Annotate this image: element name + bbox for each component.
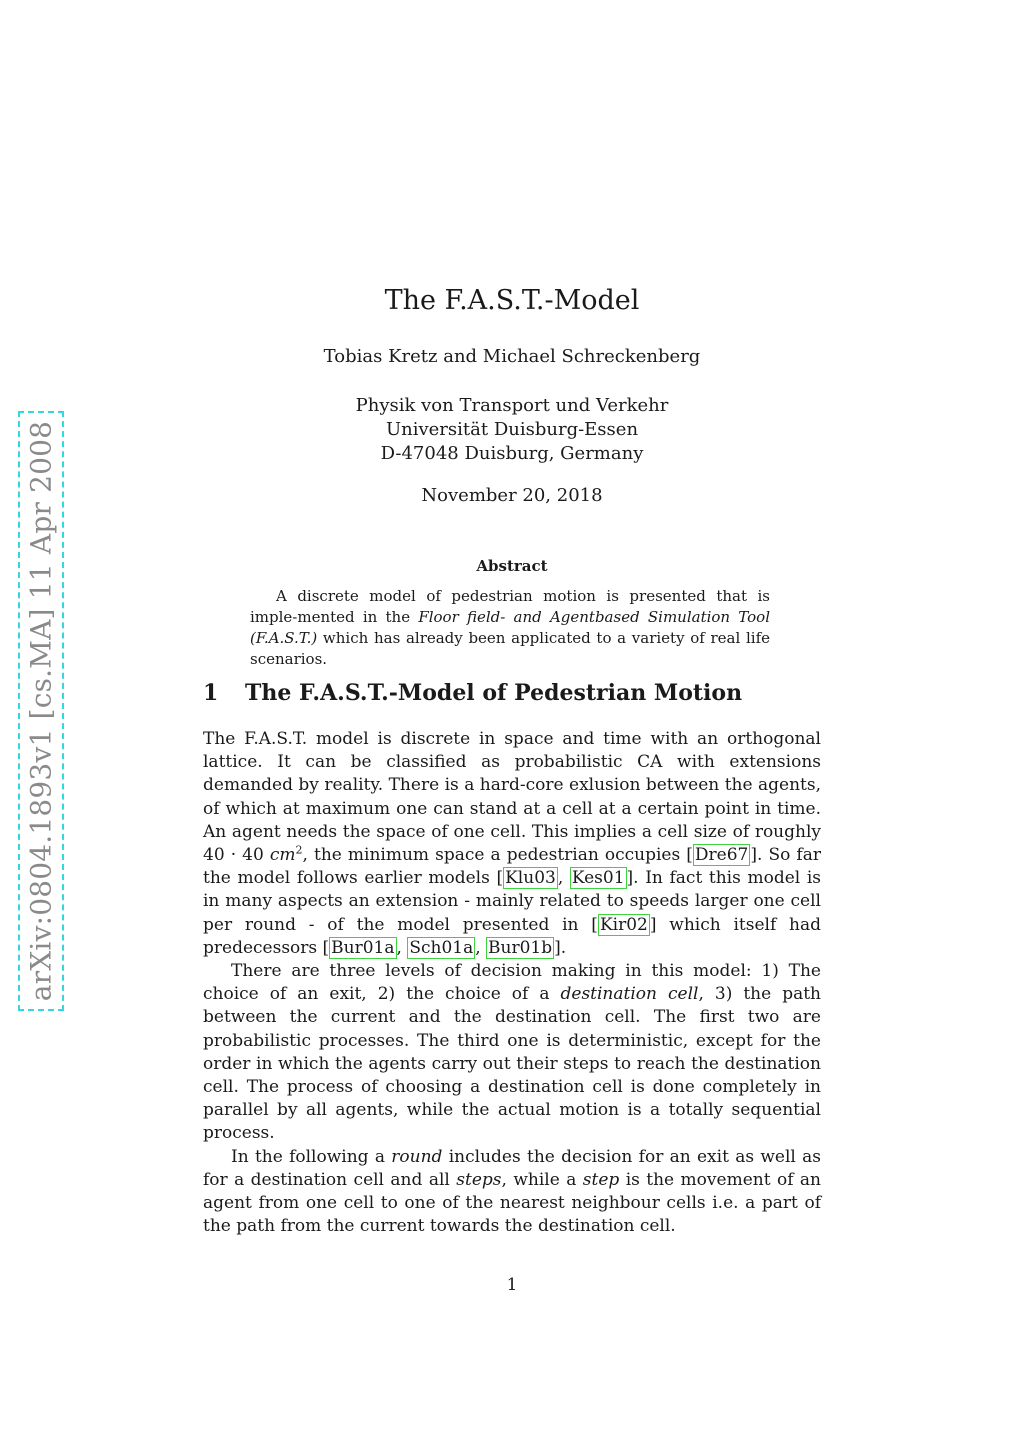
citation-link[interactable]: Sch01a — [409, 937, 474, 958]
authors: Tobias Kretz and Michael Schreckenberg — [323, 346, 701, 367]
citation-link[interactable]: Dre67 — [694, 845, 749, 866]
affiliation-line: Universität Duisburg-Essen — [385, 419, 639, 440]
affiliation — [0, 394, 1024, 466]
citation-link[interactable]: Kes01 — [571, 868, 625, 889]
abstract-heading: Abstract — [476, 557, 548, 575]
citation-link[interactable]: Klu03 — [505, 868, 556, 889]
tool-name: Floor field- and Agentbased Simulation Tool (F.A.S.T.) — [250, 608, 771, 647]
section-number: 1 — [203, 680, 219, 706]
citation-link[interactable]: Bur01a — [331, 937, 395, 958]
section-heading — [203, 680, 742, 706]
paragraph: In the following a round includes the decision for an exit as well as for a destination cell and all steps, while a step is the movement of an agent from one cell to one of the nearest neighbour cells i.e. a part of the path from the current towards the destination cell. — [203, 1146, 821, 1237]
section-body — [203, 728, 821, 1238]
citation-link[interactable]: Kir02 — [599, 914, 648, 935]
section-title: The F.A.S.T.-Model of Pedestrian Motion — [245, 680, 743, 706]
paragraph: There are three levels of decision making in this model: 1) The choice of an exit, 2) the choice of a destination cell, 3) the path between the current and the destination cell. The first two are probabilistic processes. The third one is deterministic, except for the order in which the agents carry out their steps to reach the destination cell. The process of choosing a destination cell is done completely in parallel by all agents, while the actual motion is a totally sequential process. — [203, 961, 821, 1144]
arxiv-identifier: arXiv:0804.1893v1 [cs.MA] 11 Apr 2008 — [24, 420, 58, 1002]
abstract-body: A discrete model of pedestrian motion is presented that is imple-mented in the Floor field- and Agentbased Simulation Tool (F.A.S.T.) which has already been applicated to a variety of real life scenarios. — [250, 587, 771, 668]
affiliation-line: Physik von Transport und Verkehr — [355, 395, 669, 416]
paper-title: The F.A.S.T.-Model — [384, 285, 640, 316]
page-number: 1 — [506, 1275, 518, 1295]
affiliation-line: D-47048 Duisburg, Germany — [380, 443, 644, 464]
date: November 20, 2018 — [421, 485, 603, 506]
citation-link[interactable]: Bur01b — [488, 937, 553, 958]
paragraph: The F.A.S.T. model is discrete in space and time with an orthogonal lattice. It can be classified as probabilistic CA with extensions demanded by reality. There is a hard-core exlusion between the agents, of which at maximum one can stand at a cell at a certain point in time. An agent needs the space of one cell. This implies a cell size of roughly 40 · 40 $cm^2$, the minimum space a pedestrian occupies [ Dre67 ]. So far the model follows earlier models [ Klu03 , Kes01 ]. In fact this model is in many aspects an extension - mainly related to speeds larger one cell per round - of the model presented in [ Kir02 ] which itself had predecessors [ Bur01a , Sch01a , Bur01b ]. — [203, 729, 821, 958]
